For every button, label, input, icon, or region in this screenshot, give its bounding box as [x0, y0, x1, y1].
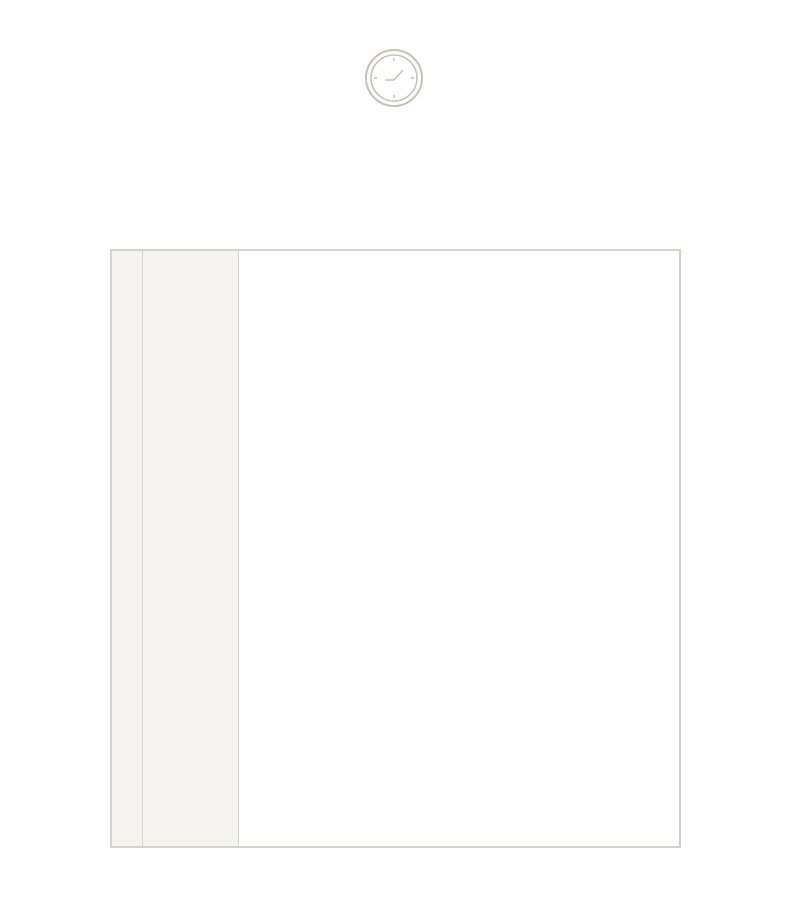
period-column [112, 251, 143, 846]
schedule-table [110, 249, 681, 848]
clock-icon [364, 48, 424, 108]
time-column [143, 251, 239, 846]
